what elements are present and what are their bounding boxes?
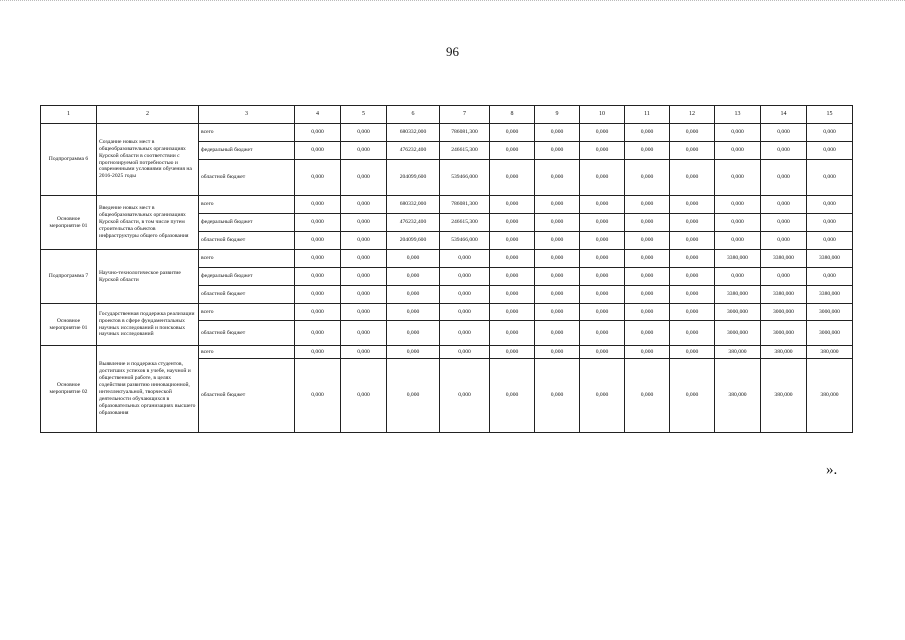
amount-cell: 3380,000 <box>807 250 853 268</box>
amount-cell: 0,000 <box>807 214 853 232</box>
amount-cell: 0,000 <box>490 232 535 250</box>
amount-cell: 0,000 <box>490 359 535 433</box>
amount-cell: 3380,000 <box>807 286 853 304</box>
budget-table <box>40 105 853 433</box>
amount-cell: 0,000 <box>625 124 670 142</box>
amount-cell: 0,000 <box>580 304 625 321</box>
amount-cell: 0,000 <box>807 142 853 160</box>
closing-quote-mark: ». <box>826 462 838 478</box>
amount-cell: 0,000 <box>535 250 580 268</box>
amount-cell: 0,000 <box>535 142 580 160</box>
header-cell: 8 <box>490 106 535 124</box>
funding-source-cell: областной бюджет <box>199 232 295 250</box>
amount-cell: 0,000 <box>715 124 761 142</box>
header-cell: 6 <box>387 106 440 124</box>
funding-source-cell: федеральный бюджет <box>199 142 295 160</box>
amount-cell: 0,000 <box>625 359 670 433</box>
amount-cell: 0,000 <box>670 250 715 268</box>
amount-cell: 0,000 <box>761 142 807 160</box>
header-row <box>41 106 853 124</box>
amount-cell: 0,000 <box>341 232 387 250</box>
amount-cell: 0,000 <box>670 359 715 433</box>
amount-cell: 0,000 <box>715 214 761 232</box>
amount-cell: 3000,000 <box>807 304 853 321</box>
table-row <box>41 346 853 359</box>
amount-cell: 0,000 <box>761 196 807 214</box>
amount-cell: 0,000 <box>295 268 341 286</box>
amount-cell: 0,000 <box>807 160 853 196</box>
amount-cell: 0,000 <box>440 359 490 433</box>
amount-cell: 0,000 <box>670 142 715 160</box>
header-cell: 10 <box>580 106 625 124</box>
amount-cell: 204099,600 <box>387 160 440 196</box>
amount-cell: 0,000 <box>341 250 387 268</box>
amount-cell: 0,000 <box>341 196 387 214</box>
amount-cell: 0,000 <box>295 214 341 232</box>
funding-source-cell: областной бюджет <box>199 321 295 346</box>
amount-cell: 0,000 <box>295 304 341 321</box>
amount-cell: 0,000 <box>625 286 670 304</box>
amount-cell: 0,000 <box>625 214 670 232</box>
funding-source-cell: всего <box>199 124 295 142</box>
amount-cell: 0,000 <box>670 268 715 286</box>
amount-cell: 0,000 <box>670 160 715 196</box>
amount-cell: 0,000 <box>387 286 440 304</box>
amount-cell: 0,000 <box>535 232 580 250</box>
amount-cell: 0,000 <box>490 346 535 359</box>
amount-cell: 0,000 <box>625 268 670 286</box>
amount-cell: 0,000 <box>580 160 625 196</box>
amount-cell: 0,000 <box>625 304 670 321</box>
amount-cell: 0,000 <box>580 321 625 346</box>
program-name-cell: Подпрограмма 7 <box>41 250 97 304</box>
amount-cell: 0,000 <box>670 124 715 142</box>
table-row <box>41 196 853 214</box>
scan-edge <box>0 0 905 4</box>
amount-cell: 0,000 <box>295 196 341 214</box>
header-cell: 5 <box>341 106 387 124</box>
amount-cell: 204099,600 <box>387 232 440 250</box>
amount-cell: 0,000 <box>670 214 715 232</box>
amount-cell: 0,000 <box>440 346 490 359</box>
amount-cell: 0,000 <box>807 196 853 214</box>
amount-cell: 0,000 <box>295 359 341 433</box>
amount-cell: 0,000 <box>341 124 387 142</box>
header-cell: 12 <box>670 106 715 124</box>
funding-source-cell: всего <box>199 304 295 321</box>
amount-cell: 0,000 <box>535 321 580 346</box>
amount-cell: 0,000 <box>580 124 625 142</box>
amount-cell: 3000,000 <box>715 304 761 321</box>
amount-cell: 0,000 <box>625 250 670 268</box>
amount-cell: 0,000 <box>440 268 490 286</box>
funding-source-cell: областной бюджет <box>199 286 295 304</box>
program-name-cell: Основное мероприятие 02 <box>41 346 97 433</box>
amount-cell: 0,000 <box>341 142 387 160</box>
amount-cell: 0,000 <box>490 250 535 268</box>
amount-cell: 0,000 <box>295 321 341 346</box>
amount-cell: 380,000 <box>761 359 807 433</box>
amount-cell: 0,000 <box>535 359 580 433</box>
amount-cell: 0,000 <box>440 250 490 268</box>
amount-cell: 0,000 <box>490 214 535 232</box>
header-cell: 2 <box>97 106 199 124</box>
amount-cell: 0,000 <box>670 286 715 304</box>
amount-cell: 246615,300 <box>440 214 490 232</box>
amount-cell: 0,000 <box>490 142 535 160</box>
amount-cell: 0,000 <box>761 124 807 142</box>
amount-cell: 0,000 <box>580 250 625 268</box>
amount-cell: 0,000 <box>807 232 853 250</box>
amount-cell: 380,000 <box>715 359 761 433</box>
amount-cell: 0,000 <box>580 268 625 286</box>
amount-cell: 3380,000 <box>715 250 761 268</box>
amount-cell: 0,000 <box>535 286 580 304</box>
amount-cell: 3380,000 <box>761 286 807 304</box>
amount-cell: 3000,000 <box>715 321 761 346</box>
table-row <box>41 250 853 268</box>
amount-cell: 0,000 <box>670 346 715 359</box>
amount-cell: 0,000 <box>625 321 670 346</box>
amount-cell: 0,000 <box>535 160 580 196</box>
funding-source-cell: областной бюджет <box>199 160 295 196</box>
amount-cell: 0,000 <box>490 286 535 304</box>
amount-cell: 0,000 <box>580 286 625 304</box>
header-cell: 4 <box>295 106 341 124</box>
amount-cell: 0,000 <box>440 286 490 304</box>
amount-cell: 0,000 <box>761 160 807 196</box>
amount-cell: 0,000 <box>580 359 625 433</box>
funding-source-cell: федеральный бюджет <box>199 268 295 286</box>
amount-cell: 0,000 <box>625 160 670 196</box>
funding-source-cell: всего <box>199 196 295 214</box>
amount-cell: 3380,000 <box>761 250 807 268</box>
program-description-cell: Создание новых мест в общеобразовательных организациях Курской области в соответствии с прогнозируемой потребностью и современными условиями обучения на 2016-2025 годы <box>97 124 199 196</box>
header-cell: 13 <box>715 106 761 124</box>
amount-cell: 0,000 <box>761 268 807 286</box>
amount-cell: 380,000 <box>715 346 761 359</box>
header-cell: 15 <box>807 106 853 124</box>
amount-cell: 0,000 <box>387 250 440 268</box>
amount-cell: 3380,000 <box>715 286 761 304</box>
program-description-cell: Государственная поддержка реализации проектов в сфере фундаментальных научных исследований и поисковых научных исследований <box>97 304 199 346</box>
amount-cell: 0,000 <box>440 304 490 321</box>
amount-cell: 380,000 <box>761 346 807 359</box>
header-cell: 14 <box>761 106 807 124</box>
amount-cell: 0,000 <box>295 346 341 359</box>
amount-cell: 680332,000 <box>387 124 440 142</box>
amount-cell: 0,000 <box>295 250 341 268</box>
amount-cell: 0,000 <box>387 268 440 286</box>
header-cell: 9 <box>535 106 580 124</box>
amount-cell: 0,000 <box>490 196 535 214</box>
amount-cell: 380,000 <box>807 359 853 433</box>
amount-cell: 0,000 <box>625 196 670 214</box>
amount-cell: 0,000 <box>341 268 387 286</box>
amount-cell: 786081,300 <box>440 196 490 214</box>
amount-cell: 0,000 <box>715 268 761 286</box>
amount-cell: 0,000 <box>580 214 625 232</box>
amount-cell: 0,000 <box>807 124 853 142</box>
amount-cell: 0,000 <box>341 359 387 433</box>
amount-cell: 0,000 <box>535 124 580 142</box>
amount-cell: 0,000 <box>807 268 853 286</box>
amount-cell: 0,000 <box>295 160 341 196</box>
amount-cell: 0,000 <box>341 304 387 321</box>
table-row <box>41 304 853 321</box>
table-row <box>41 124 853 142</box>
funding-source-cell: федеральный бюджет <box>199 214 295 232</box>
amount-cell: 3000,000 <box>807 321 853 346</box>
amount-cell: 0,000 <box>295 124 341 142</box>
amount-cell: 0,000 <box>490 160 535 196</box>
program-description-cell: Выявление и поддержка студентов, достигших успехов в учебе, научной и общественной работе, в целях содействия развитию инновационной, интеллектуальной, творческой деятельности обучающихся в образовательных организациях высшего образования <box>97 346 199 433</box>
amount-cell: 0,000 <box>580 196 625 214</box>
amount-cell: 0,000 <box>490 124 535 142</box>
amount-cell: 0,000 <box>535 304 580 321</box>
amount-cell: 0,000 <box>341 286 387 304</box>
program-description-cell: Введение новых мест в общеобразовательных организациях Курской области, в том числе путем строительства объектов инфраструктуры общего образования <box>97 196 199 250</box>
funding-source-cell: областной бюджет <box>199 359 295 433</box>
program-description-cell: Научно-технологическое развитие Курской области <box>97 250 199 304</box>
program-name-cell: Основное мероприятие 01 <box>41 304 97 346</box>
amount-cell: 0,000 <box>535 268 580 286</box>
amount-cell: 0,000 <box>535 346 580 359</box>
amount-cell: 246615,300 <box>440 142 490 160</box>
amount-cell: 0,000 <box>490 304 535 321</box>
header-cell: 11 <box>625 106 670 124</box>
amount-cell: 539466,000 <box>440 160 490 196</box>
amount-cell: 0,000 <box>625 346 670 359</box>
amount-cell: 476232,400 <box>387 142 440 160</box>
amount-cell: 0,000 <box>670 196 715 214</box>
amount-cell: 0,000 <box>715 160 761 196</box>
amount-cell: 0,000 <box>295 232 341 250</box>
header-cell: 3 <box>199 106 295 124</box>
header-cell: 1 <box>41 106 97 124</box>
amount-cell: 0,000 <box>341 214 387 232</box>
amount-cell: 0,000 <box>580 232 625 250</box>
amount-cell: 0,000 <box>387 304 440 321</box>
amount-cell: 3000,000 <box>761 304 807 321</box>
amount-cell: 0,000 <box>387 321 440 346</box>
amount-cell: 0,000 <box>341 346 387 359</box>
amount-cell: 0,000 <box>535 214 580 232</box>
amount-cell: 0,000 <box>341 321 387 346</box>
page-number: 96 <box>446 44 459 59</box>
amount-cell: 0,000 <box>761 214 807 232</box>
amount-cell: 0,000 <box>295 142 341 160</box>
amount-cell: 3000,000 <box>761 321 807 346</box>
amount-cell: 0,000 <box>490 321 535 346</box>
amount-cell: 0,000 <box>625 142 670 160</box>
amount-cell: 0,000 <box>387 359 440 433</box>
amount-cell: 0,000 <box>715 196 761 214</box>
amount-cell: 0,000 <box>580 346 625 359</box>
funding-source-cell: всего <box>199 346 295 359</box>
amount-cell: 0,000 <box>670 321 715 346</box>
amount-cell: 0,000 <box>535 196 580 214</box>
amount-cell: 539466,000 <box>440 232 490 250</box>
header-cell: 7 <box>440 106 490 124</box>
amount-cell: 786081,300 <box>440 124 490 142</box>
amount-cell: 0,000 <box>715 142 761 160</box>
amount-cell: 0,000 <box>440 321 490 346</box>
amount-cell: 0,000 <box>715 232 761 250</box>
amount-cell: 380,000 <box>807 346 853 359</box>
amount-cell: 0,000 <box>341 160 387 196</box>
amount-cell: 0,000 <box>670 232 715 250</box>
amount-cell: 0,000 <box>387 346 440 359</box>
amount-cell: 680332,000 <box>387 196 440 214</box>
amount-cell: 0,000 <box>625 232 670 250</box>
program-name-cell: Подпрограмма 6 <box>41 124 97 196</box>
amount-cell: 0,000 <box>295 286 341 304</box>
amount-cell: 0,000 <box>670 304 715 321</box>
program-name-cell: Основное мероприятие 01 <box>41 196 97 250</box>
amount-cell: 0,000 <box>580 142 625 160</box>
amount-cell: 0,000 <box>761 232 807 250</box>
amount-cell: 0,000 <box>490 268 535 286</box>
amount-cell: 476232,400 <box>387 214 440 232</box>
funding-source-cell: всего <box>199 250 295 268</box>
